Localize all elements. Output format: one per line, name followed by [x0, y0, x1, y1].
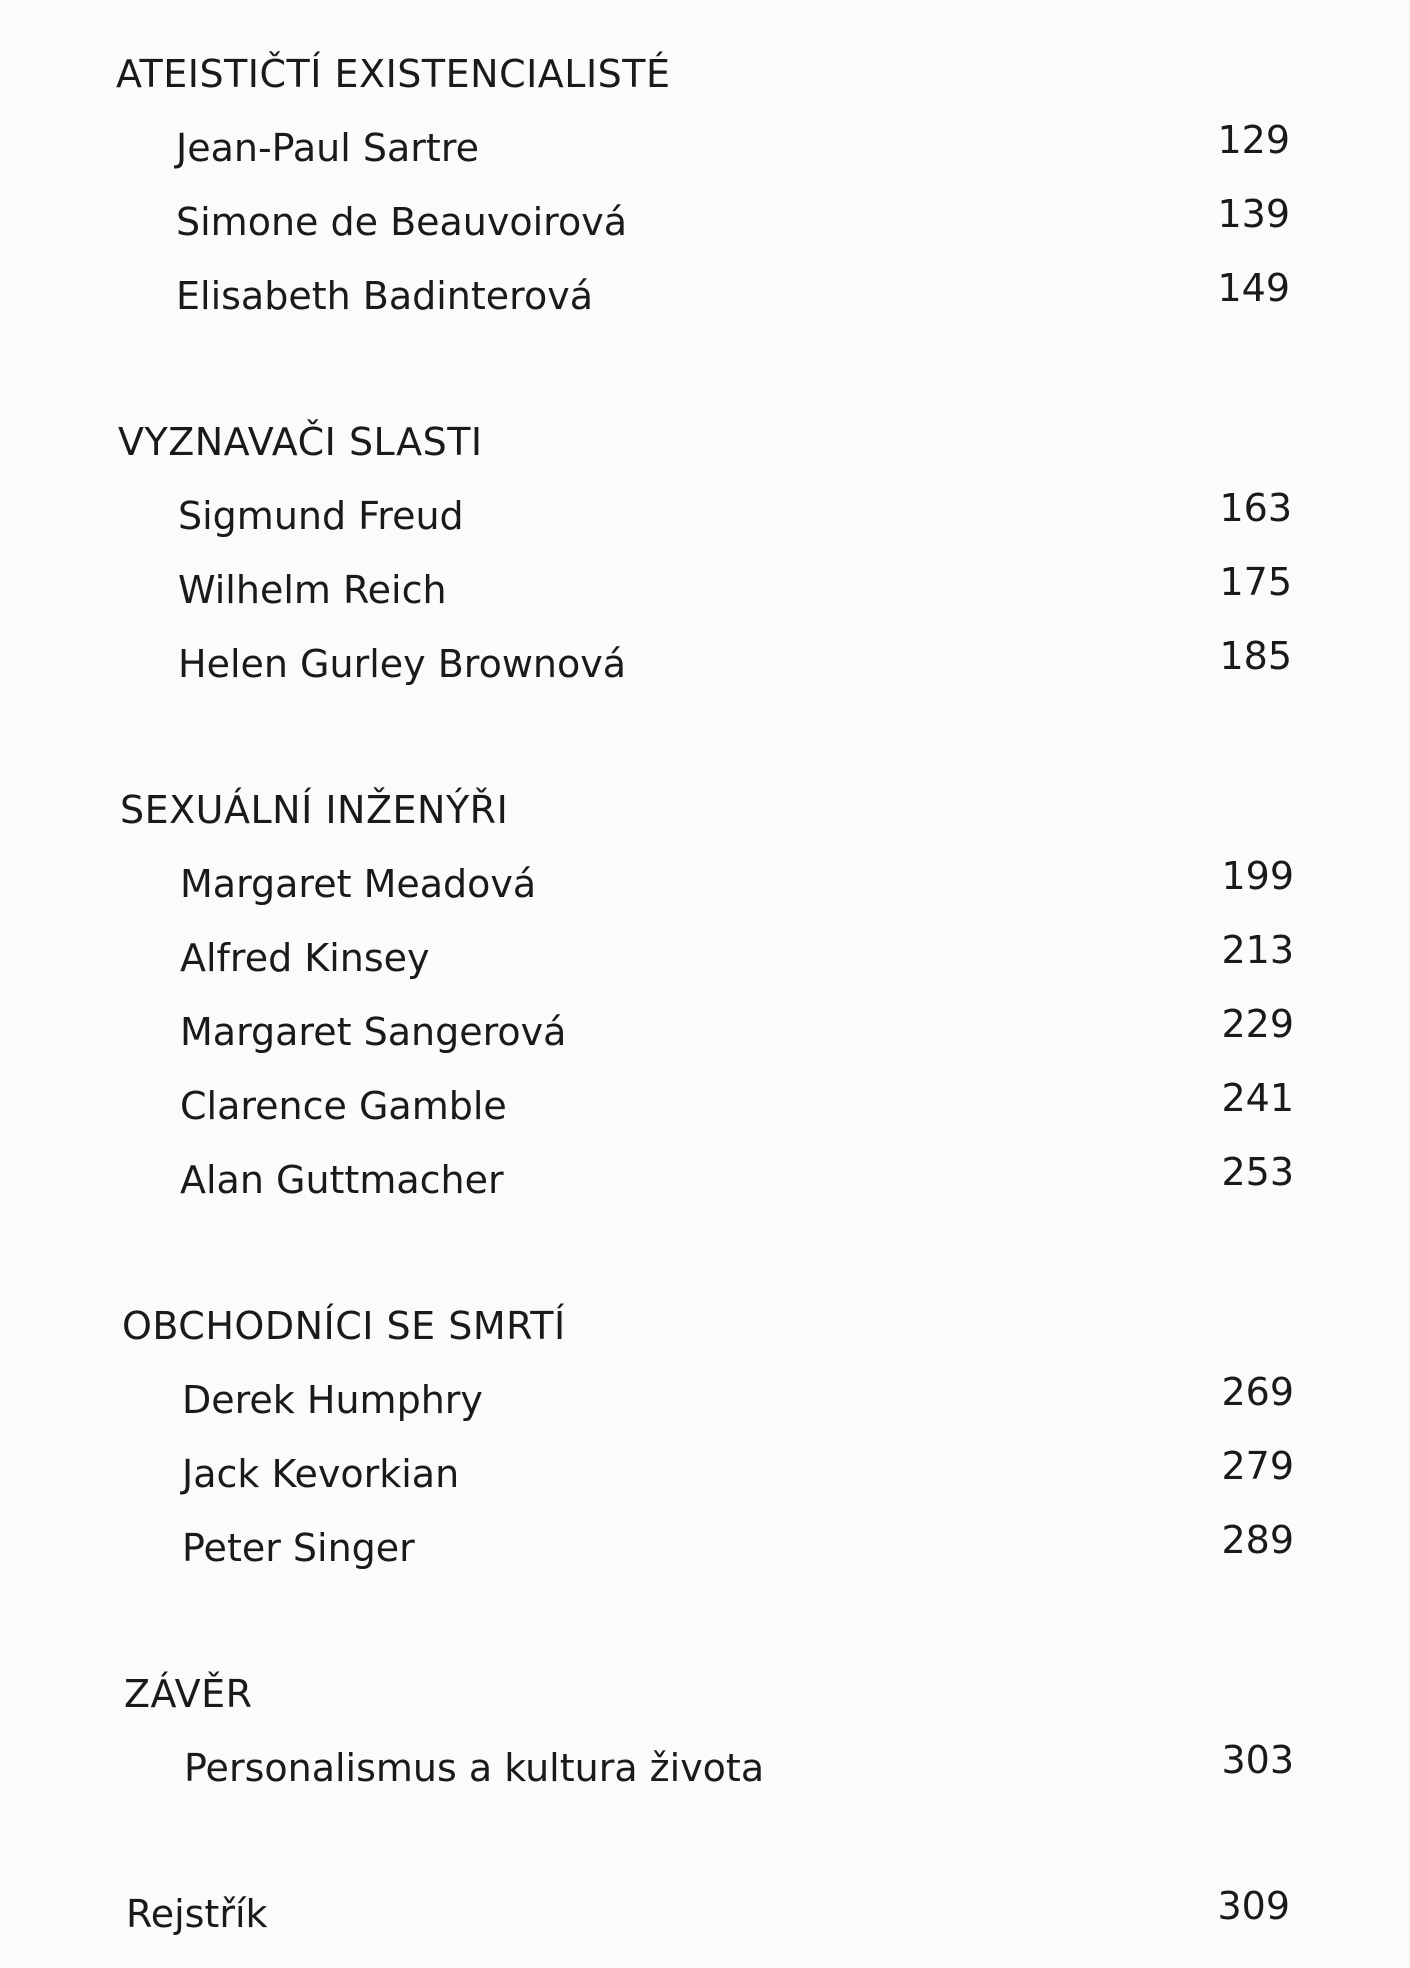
toc-entry[interactable] [180, 928, 1294, 986]
toc-entry[interactable] [178, 634, 1292, 692]
entry-name: Simone de Beauvoirová [176, 200, 627, 244]
section-title: ATEISTIČTÍ EXISTENCIALISTÉ [116, 52, 671, 96]
entry-name: Alan Guttmacher [180, 1158, 504, 1202]
entry-page-number: 303 [1221, 1738, 1294, 1782]
toc-entry-index[interactable] [126, 1884, 1290, 1942]
entry-page-number: 199 [1221, 854, 1294, 898]
toc-entry[interactable] [180, 1002, 1294, 1060]
entry-page-number: 163 [1219, 486, 1292, 530]
entry-page-number: 139 [1217, 192, 1290, 236]
entry-page-number: 279 [1221, 1444, 1294, 1488]
toc-entry[interactable] [176, 192, 1290, 250]
entry-page-number: 175 [1219, 560, 1292, 604]
entry-name: Personalismus a kultura života [184, 1746, 765, 1790]
entry-page-number: 213 [1221, 928, 1294, 972]
entry-page-number: 253 [1221, 1150, 1294, 1194]
toc-entry[interactable] [182, 1444, 1294, 1502]
entry-page-number: 149 [1217, 266, 1290, 310]
entry-name: Helen Gurley Brownová [178, 642, 627, 686]
section-title: ZÁVĚR [124, 1672, 253, 1716]
section-title: VYZNAVAČI SLASTI [118, 420, 483, 464]
entry-page-number: 241 [1221, 1076, 1294, 1120]
toc-entry[interactable] [180, 1150, 1294, 1208]
entry-name: Margaret Sangerová [180, 1010, 567, 1054]
entry-name: Clarence Gamble [180, 1084, 507, 1128]
entry-page-number: 269 [1221, 1370, 1294, 1414]
entry-page-number: 229 [1221, 1002, 1294, 1046]
entry-page-number: 289 [1221, 1518, 1294, 1562]
toc-entry[interactable] [182, 1370, 1294, 1428]
toc-entry[interactable] [178, 486, 1292, 544]
entry-page-number: 185 [1219, 634, 1292, 678]
entry-name: Wilhelm Reich [178, 568, 447, 612]
toc-entry[interactable] [182, 1518, 1294, 1576]
entry-name: Jean-Paul Sartre [176, 126, 479, 170]
entry-name: Derek Humphry [182, 1378, 483, 1422]
entry-page-number: 129 [1217, 118, 1290, 162]
entry-name: Margaret Meadová [180, 862, 537, 906]
toc-entry[interactable] [184, 1738, 1294, 1796]
entry-page-number: 309 [1217, 1884, 1290, 1928]
entry-name: Jack Kevorkian [182, 1452, 460, 1496]
entry-name: Peter Singer [182, 1526, 415, 1570]
entry-name: Sigmund Freud [178, 494, 464, 538]
toc-entry[interactable] [180, 854, 1294, 912]
section-title: OBCHODNÍCI SE SMRTÍ [122, 1304, 566, 1348]
index-label: Rejstřík [126, 1892, 268, 1936]
toc-entry[interactable] [180, 1076, 1294, 1134]
entry-name: Alfred Kinsey [180, 936, 430, 980]
toc-entry[interactable] [178, 560, 1292, 618]
toc-entry[interactable] [176, 266, 1290, 324]
section-title: SEXUÁLNÍ INŽENÝŘI [120, 788, 509, 832]
entry-name: Elisabeth Badinterová [176, 274, 593, 318]
toc-entry[interactable] [176, 118, 1290, 176]
